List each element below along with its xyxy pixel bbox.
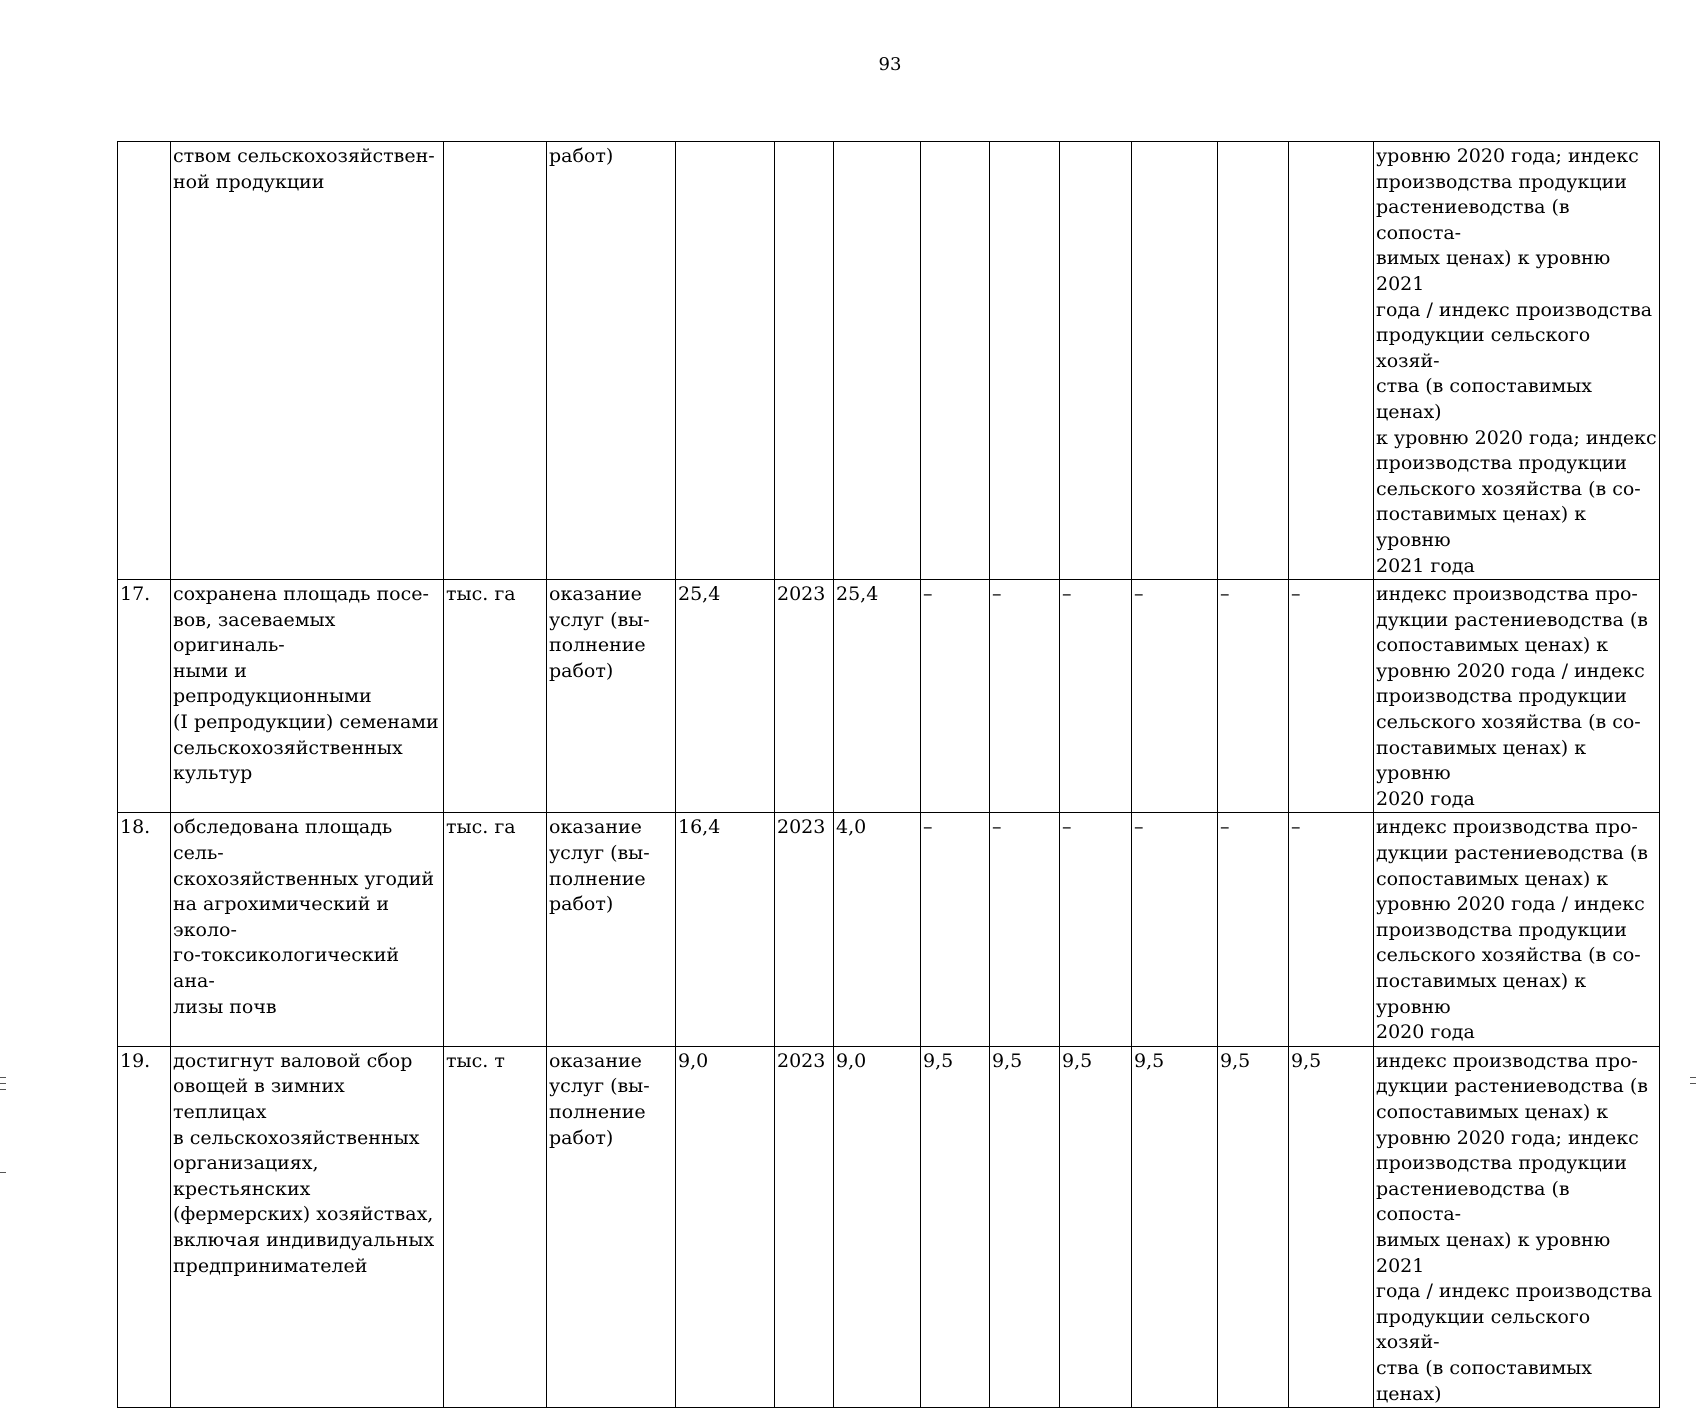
value-2027-cell [1060, 1046, 1132, 1407]
unit-cell [444, 142, 547, 580]
base-year-cell [775, 580, 834, 813]
margin-mark [0, 1077, 6, 1078]
unit-cell [444, 1046, 547, 1407]
value-2030-cell [1289, 142, 1374, 580]
cell-text: оказание услуг (вы- полнение работ) [549, 816, 650, 916]
row-number-cell [118, 813, 171, 1046]
indicator-name-cell [171, 142, 444, 580]
cell-text: сохранена площадь посе- вов, засеваемых оригиналь- ными и репродукционными (I репродукции) семенами сельскохозяйственных культур [173, 583, 439, 785]
value-2028-cell [1132, 813, 1218, 1046]
margin-mark [1690, 1077, 1696, 1078]
cell-text: индекс производства про- дукции растениеводства (в сопоставимых ценах) к уровню 2020 года; индекс производства продукции растениеводства (в сопоста- вимых ценах) к уровню 2021 года / индекс производства продукции сельского хозяй- ства (в сопоставимых ценах) [1376, 1049, 1653, 1405]
table-row [118, 580, 1660, 813]
linked-indicator-cell [1374, 1046, 1660, 1407]
cell-text: 25,4 [678, 583, 721, 606]
table-row [118, 1046, 1660, 1407]
cell-text: работ) [549, 145, 614, 167]
row-number-cell [118, 580, 171, 813]
value-2027-cell [1060, 813, 1132, 1046]
linked-indicator-cell [1374, 142, 1660, 580]
base-value-cell [676, 580, 775, 813]
cell-text: 9,5 [923, 1049, 954, 1072]
margin-mark [0, 1172, 6, 1173]
indicators-table [117, 141, 1660, 1408]
cell-text: 16,4 [678, 816, 721, 839]
value-2028-cell [1132, 580, 1218, 813]
cell-text: – [923, 583, 933, 606]
value-2025-cell [921, 1046, 990, 1407]
base-value-cell [676, 142, 775, 580]
cell-text: 9,5 [1062, 1049, 1093, 1072]
unit-cell [444, 580, 547, 813]
cell-text: индекс производства про- дукции растениеводства (в сопоставимых ценах) к уровню 2020 года / индекс производства продукции сельского хозяйства (в со- поставимых ценах) к уровню 2020 года [1376, 583, 1648, 810]
margin-mark [0, 1089, 6, 1090]
value-2025-cell [921, 580, 990, 813]
value-2029-cell [1218, 142, 1289, 580]
indicator-name-cell [171, 813, 444, 1046]
cell-text: 9,5 [1134, 1049, 1165, 1072]
value-2028-cell [1132, 1046, 1218, 1407]
cell-text: 9,5 [992, 1049, 1023, 1072]
table-row [118, 142, 1660, 580]
row-number-cell [118, 142, 171, 580]
value-2025-cell [921, 142, 990, 580]
value-2027-cell [1060, 580, 1132, 813]
value-2024-cell [834, 142, 921, 580]
indicator-name-cell [171, 580, 444, 813]
base-year-cell [775, 813, 834, 1046]
result-type-cell [547, 1046, 676, 1407]
cell-text: тыс. га [446, 583, 516, 606]
cell-text: – [1220, 583, 1230, 606]
cell-text: 25,4 [836, 583, 879, 606]
value-2024-cell [834, 580, 921, 813]
value-2026-cell [990, 142, 1060, 580]
cell-text: 9,5 [1220, 1049, 1251, 1072]
linked-indicator-cell [1374, 580, 1660, 813]
unit-cell [444, 813, 547, 1046]
row-number-cell [118, 1046, 171, 1407]
cell-text: 17. [120, 583, 151, 606]
value-2028-cell [1132, 142, 1218, 580]
cell-text: 9,0 [678, 1049, 709, 1072]
cell-text: – [1291, 816, 1301, 839]
base-year-cell [775, 142, 834, 580]
cell-text: 9,5 [1291, 1049, 1322, 1072]
base-value-cell [676, 1046, 775, 1407]
cell-text: – [1134, 583, 1144, 606]
value-2026-cell [990, 813, 1060, 1046]
value-2027-cell [1060, 142, 1132, 580]
cell-text: – [1062, 816, 1072, 839]
margin-mark [1690, 1083, 1696, 1084]
cell-text: тыс. га [446, 816, 516, 839]
value-2026-cell [990, 580, 1060, 813]
base-value-cell [676, 813, 775, 1046]
value-2030-cell [1289, 813, 1374, 1046]
value-2029-cell [1218, 1046, 1289, 1407]
cell-text: оказание услуг (вы- полнение работ) [549, 583, 650, 682]
value-2026-cell [990, 1046, 1060, 1407]
result-type-cell [547, 142, 676, 580]
cell-text: 4,0 [836, 816, 867, 839]
cell-text: достигнут валовой сбор овощей в зимних теплицах в сельскохозяйственных организациях, крестьянских (фермерских) хозяйствах, включая индивидуальных предпринимателей [173, 1049, 435, 1277]
cell-text: обследована площадь сель- скохозяйственных угодий на агрохимический и эколо- го-токсикологический ана- лизы почв [173, 816, 435, 1018]
value-2030-cell [1289, 1046, 1374, 1407]
cell-text: 18. [120, 816, 151, 839]
result-type-cell [547, 813, 676, 1046]
cell-text: 2023 [777, 583, 826, 606]
cell-text: – [1220, 816, 1230, 839]
cell-text: – [1291, 583, 1301, 606]
linked-indicator-cell [1374, 813, 1660, 1046]
cell-text: 9,0 [836, 1049, 867, 1072]
cell-text: – [1134, 816, 1144, 839]
cell-text: 2023 [777, 1049, 826, 1072]
cell-text: – [992, 583, 1002, 606]
cell-text: 2023 [777, 816, 826, 839]
cell-text: – [923, 816, 933, 839]
cell-text: – [1062, 583, 1072, 606]
cell-text: уровню 2020 года; индекс производства продукции растениеводства (в сопоста- вимых ценах) к уровню 2021 года / индекс производства продукции сельского хозяй- ства (в сопоставимых ценах) к уровню 2020 года; индекс производства продукции сельского хозяйства (в со- поставимых ценах) к уровню 2021 года [1376, 145, 1657, 577]
base-year-cell [775, 1046, 834, 1407]
result-type-cell [547, 580, 676, 813]
margin-mark [0, 1083, 6, 1084]
cell-text: оказание услуг (вы- полнение работ) [549, 1049, 650, 1149]
value-2029-cell [1218, 580, 1289, 813]
page-number: 93 [878, 54, 902, 75]
indicator-name-cell [171, 1046, 444, 1407]
cell-text: ством сельскохозяйствен- ной продукции [173, 145, 435, 193]
value-2029-cell [1218, 813, 1289, 1046]
cell-text: 19. [120, 1049, 151, 1072]
value-2025-cell [921, 813, 990, 1046]
cell-text: – [992, 816, 1002, 839]
value-2024-cell [834, 813, 921, 1046]
cell-text: тыс. т [446, 1049, 505, 1072]
cell-text: индекс производства про- дукции растениеводства (в сопоставимых ценах) к уровню 2020 года / индекс производства продукции сельского хозяйства (в со- поставимых ценах) к уровню 2020 года [1376, 816, 1648, 1044]
table-row [118, 813, 1660, 1046]
value-2030-cell [1289, 580, 1374, 813]
value-2024-cell [834, 1046, 921, 1407]
